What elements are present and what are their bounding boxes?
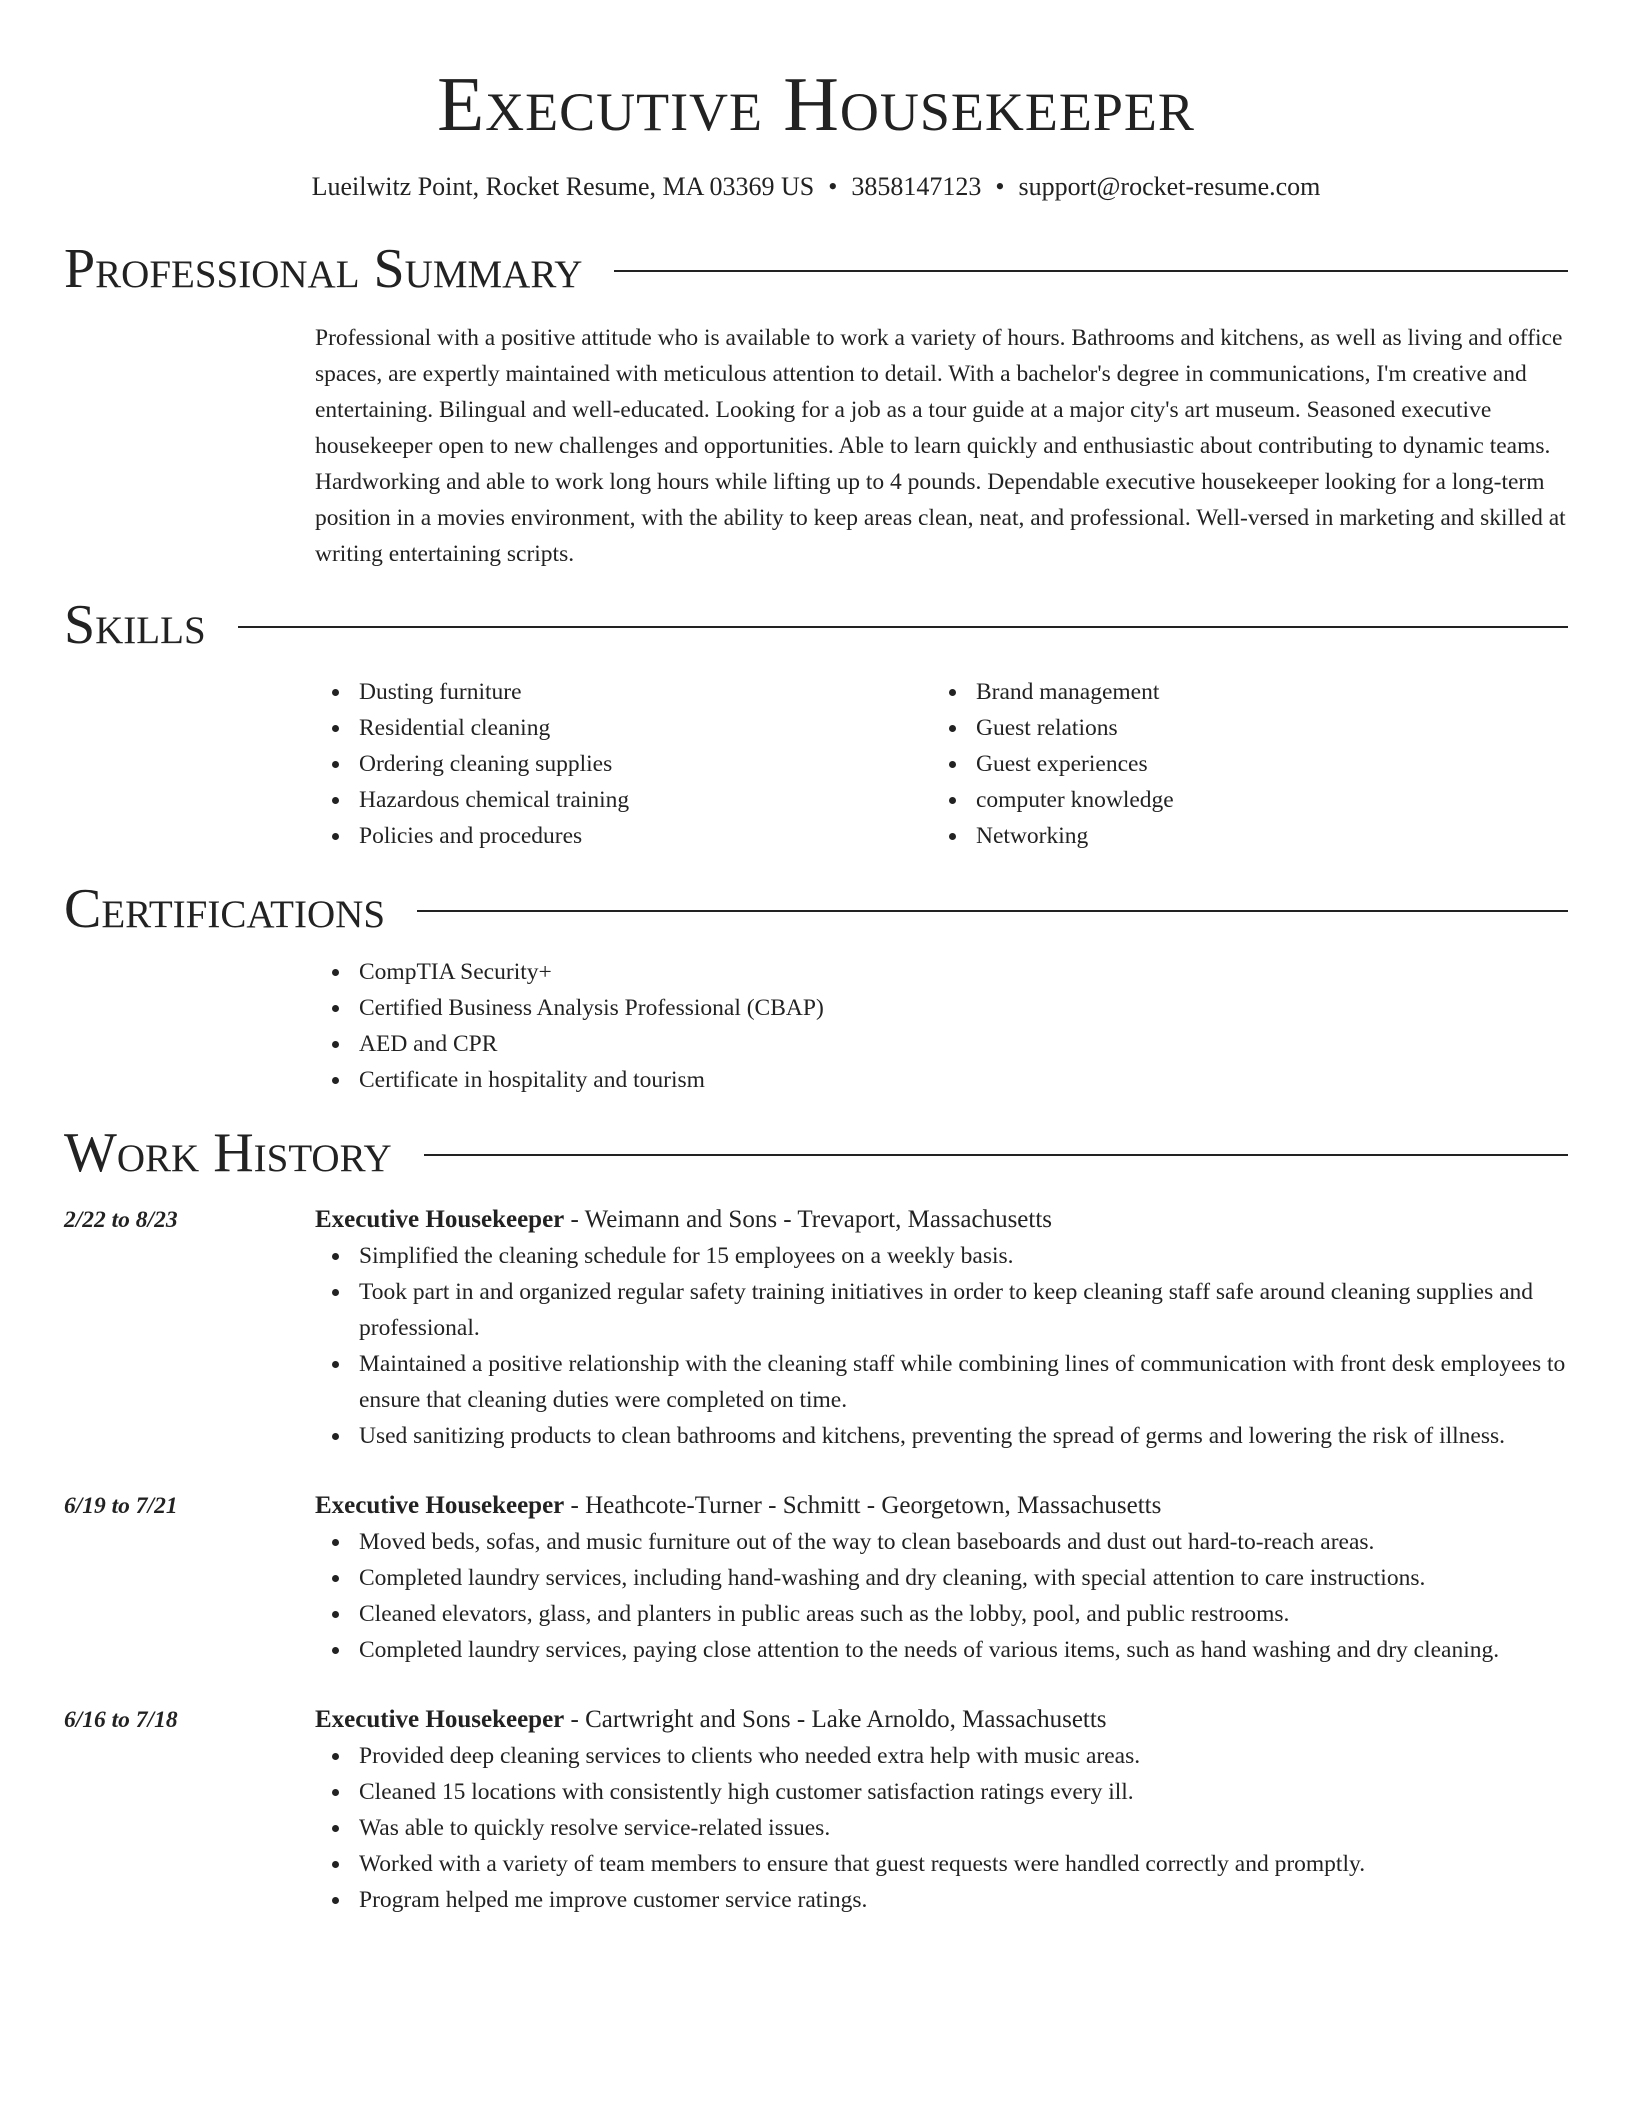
skills-list-left	[315, 674, 932, 854]
skill-item: Hazardous chemical training	[359, 782, 932, 818]
job-entry	[64, 1202, 1568, 1454]
job-entry	[64, 1702, 1568, 1918]
job-dates: 6/16 to 7/18	[64, 1707, 178, 1733]
skills-column-right	[932, 674, 1549, 854]
section-divider	[417, 910, 1568, 912]
job-bullet: Moved beds, sofas, and music furniture out of the way to clean baseboards and dust out hard-to-reach areas.	[359, 1524, 1568, 1560]
job-employer: - Heathcote-Turner - Schmitt - Georgetown, Massachusetts	[564, 1492, 1162, 1519]
job-bullet: Simplified the cleaning schedule for 15 employees on a weekly basis.	[359, 1238, 1568, 1274]
job-heading	[315, 1202, 1568, 1238]
skill-item: Brand management	[976, 674, 1549, 710]
job-bullet: Cleaned elevators, glass, and planters in public areas such as the lobby, pool, and public restrooms.	[359, 1596, 1568, 1632]
candidate-name: Executive Housekeeper	[437, 61, 1195, 147]
work-section-header	[64, 1120, 1568, 1186]
skills-section-header	[64, 592, 1568, 658]
certifications-section-header	[64, 876, 1568, 942]
skill-item: Guest experiences	[976, 746, 1549, 782]
job-heading	[315, 1702, 1568, 1738]
contact-separator: •	[995, 172, 1005, 201]
job-bullet: Was able to quickly resolve service-related issues.	[359, 1810, 1568, 1846]
contact-email: support@rocket-resume.com	[1018, 172, 1321, 201]
contact-separator: •	[828, 172, 838, 201]
job-title: Executive Housekeeper	[315, 1206, 565, 1233]
summary-section-header	[64, 236, 1568, 302]
skills-list-right	[932, 674, 1549, 854]
section-divider	[614, 270, 1568, 272]
job-content	[315, 1702, 1568, 1918]
job-bullet: Completed laundry services, including hand-washing and dry cleaning, with special attention to care instructions.	[359, 1560, 1568, 1596]
certification-item: Certified Business Analysis Professional (CBAP)	[359, 990, 1568, 1026]
resume-page	[64, 0, 1568, 1918]
contact-phone: 3858147123	[851, 172, 982, 201]
job-bullet: Took part in and organized regular safety training initiatives in order to keep cleaning staff safe around cleaning supplies and professional.	[359, 1274, 1568, 1346]
skill-item: Ordering cleaning supplies	[359, 746, 932, 782]
skill-item: computer knowledge	[976, 782, 1549, 818]
contact-line	[64, 170, 1568, 204]
certifications-block	[315, 954, 1568, 1098]
section-divider	[424, 1154, 1568, 1156]
job-bullet: Cleaned 15 locations with consistently high customer satisfaction ratings every ill.	[359, 1774, 1568, 1810]
work-section-title: Work History	[64, 1122, 392, 1184]
job-bullet: Used sanitizing products to clean bathrooms and kitchens, preventing the spread of germs and lowering the risk of illness.	[359, 1418, 1568, 1454]
skills-column-left	[315, 674, 932, 854]
skill-item: Residential cleaning	[359, 710, 932, 746]
job-entry	[64, 1488, 1568, 1668]
skills-grid	[315, 674, 1568, 854]
job-title: Executive Housekeeper	[315, 1706, 565, 1733]
job-employer: - Cartwright and Sons - Lake Arnoldo, Massachusetts	[564, 1706, 1107, 1733]
certification-item: AED and CPR	[359, 1026, 1568, 1062]
job-bullet: Maintained a positive relationship with the cleaning staff while combining lines of communication with front desk employees to ensure that cleaning duties were completed on time.	[359, 1346, 1568, 1418]
section-divider	[238, 626, 1568, 628]
skill-item: Dusting furniture	[359, 674, 932, 710]
certification-item: CompTIA Security+	[359, 954, 1568, 990]
skill-item: Policies and procedures	[359, 818, 932, 854]
job-bullets	[315, 1738, 1568, 1918]
certifications-list	[315, 954, 1568, 1098]
summary-text: Professional with a positive attitude who is available to work a variety of hours. Bathrooms and kitchens, as well as living and office spaces, are expertly maintained with meticulous attention to detail. With a bachelor's degree in communications, I'm creative and entertaining. Bilingual and well-educated. Looking for a job as a tour guide at a major city's art museum. Seasoned executive housekeeper open to new challenges and opportunities. Able to learn quickly and enthusiastic about contributing to dynamic teams. Hardworking and able to work long hours while lifting up to 4 pounds. Dependable executive housekeeper looking for a long-term position in a movies environment, with the ability to keep areas clean, neat, and professional. Well-versed in marketing and skilled at writing entertaining scripts.	[315, 325, 1566, 567]
job-employer: - Weimann and Sons - Trevaport, Massachusetts	[564, 1206, 1053, 1233]
job-bullet: Program helped me improve customer service ratings.	[359, 1882, 1568, 1918]
job-bullet: Completed laundry services, paying close attention to the needs of various items, such as hand washing and dry cleaning.	[359, 1632, 1568, 1668]
job-dates: 6/19 to 7/21	[64, 1493, 178, 1519]
certifications-section-title: Certifications	[64, 878, 386, 940]
job-bullets	[315, 1238, 1568, 1454]
summary-section-title: Professional Summary	[64, 238, 583, 300]
contact-address: Lueilwitz Point, Rocket Resume, MA 03369 US	[311, 172, 815, 201]
skills-section-title: Skills	[64, 594, 206, 656]
job-heading	[315, 1488, 1568, 1524]
job-bullet: Worked with a variety of team members to ensure that guest requests were handled correctly and promptly.	[359, 1846, 1568, 1882]
job-title: Executive Housekeeper	[315, 1492, 565, 1519]
job-bullet: Provided deep cleaning services to clients who needed extra help with music areas.	[359, 1738, 1568, 1774]
skill-item: Networking	[976, 818, 1549, 854]
job-content	[315, 1488, 1568, 1668]
job-bullets	[315, 1524, 1568, 1668]
job-dates: 2/22 to 8/23	[64, 1207, 178, 1233]
certification-item: Certificate in hospitality and tourism	[359, 1062, 1568, 1098]
skill-item: Guest relations	[976, 710, 1549, 746]
job-content	[315, 1202, 1568, 1454]
